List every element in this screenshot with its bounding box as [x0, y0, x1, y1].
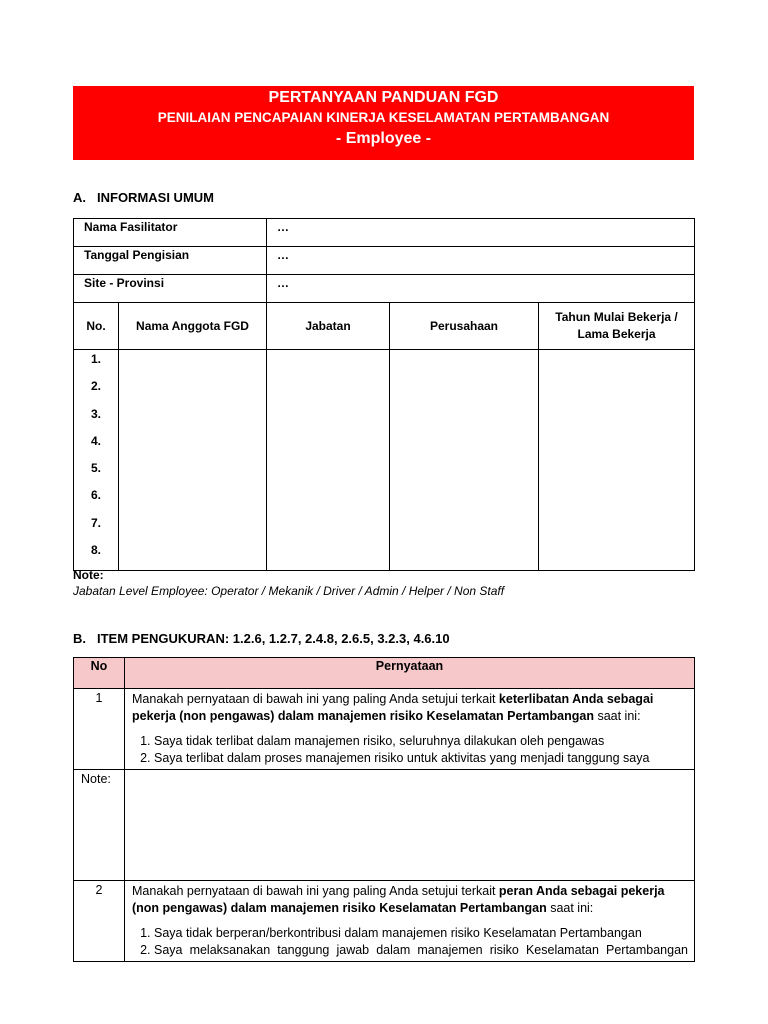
row-number: 7. [90, 515, 101, 530]
member-name-field[interactable] [119, 350, 267, 571]
member-body-row [74, 350, 695, 571]
question-row [74, 689, 695, 770]
answer-options [132, 925, 688, 959]
answer-option[interactable]: 1. Saya tidak berperan/berkontribusi dalam manajemen risiko Keselamatan Pertambangan [154, 925, 688, 942]
question-number: 2 [74, 881, 125, 962]
question-row [74, 881, 695, 962]
row-number: 8. [90, 543, 101, 558]
info-row [74, 247, 695, 275]
column-header: No. [74, 303, 119, 350]
question-cell [125, 689, 695, 770]
question-cell [125, 881, 695, 962]
measurement-table [73, 657, 695, 962]
info-row [74, 219, 695, 247]
section-a-title [73, 190, 214, 205]
note-text: Jabatan Level Employee: Operator / Mekanik / Driver / Admin / Helper / Non Staff [73, 584, 505, 598]
respondent-role: - Employee - [335, 130, 432, 147]
question-text: Manakah pernyataan di bawah ini yang paling Anda setujui terkait peran Anda sebagai pekerja (non pengawas) dalam manajemen risiko Keselamatan Pertambangan saat ini: [132, 884, 665, 915]
row-number: 2. [90, 379, 101, 394]
general-info-table [73, 218, 695, 571]
info-value-field[interactable]: … [267, 275, 695, 303]
row-number: 6. [90, 488, 101, 503]
column-header: Jabatan [267, 303, 390, 350]
question-number: 1 [74, 689, 125, 770]
statement-header: Pernyataan [125, 658, 695, 689]
position-field[interactable] [267, 350, 390, 571]
row-number: 4. [90, 433, 101, 448]
company-field[interactable] [390, 350, 539, 571]
section-a-label: INFORMASI UMUM [97, 190, 214, 205]
measurement-header-row [74, 658, 695, 689]
info-value-field[interactable]: … [267, 247, 695, 275]
document-title: PERTANYAAN PANDUAN FGD [268, 89, 499, 106]
document-subtitle: PENILAIAN PENCAPAIAN KINERJA KESELAMATAN PERTAMBANGAN [157, 110, 610, 125]
work-years-field[interactable] [539, 350, 695, 571]
info-value-field[interactable]: … [267, 219, 695, 247]
column-header: Perusahaan [390, 303, 539, 350]
note-label: Note: [73, 568, 104, 582]
section-b-title [73, 631, 450, 646]
column-header: Nama Anggota FGD [119, 303, 267, 350]
column-header: Tahun Mulai Bekerja / Lama Bekerja [539, 303, 695, 350]
answer-option[interactable]: 1. Saya tidak terlibat dalam manajemen risiko, seluruhnya dilakukan oleh pengawas [154, 733, 688, 750]
info-row [74, 275, 695, 303]
row-number-column [74, 350, 119, 571]
note-row-label: Note: [74, 770, 125, 881]
section-b-letter: B. [73, 631, 86, 646]
member-header-row [74, 303, 695, 350]
info-label: Tanggal Pengisian [74, 247, 267, 275]
section-b-label: ITEM PENGUKURAN: 1.2.6, 1.2.7, 2.4.8, 2.6.5, 3.2.3, 4.6.10 [97, 631, 450, 646]
info-label: Nama Fasilitator [74, 219, 267, 247]
answer-options [132, 733, 688, 767]
row-number: 1. [90, 352, 101, 366]
answer-option[interactable]: 2. Saya terlibat dalam proses manajemen risiko untuk aktivitas yang menjadi tanggung saya [154, 750, 688, 767]
row-number: 3. [90, 406, 101, 421]
answer-option[interactable]: 2. Saya melaksanakan tanggung jawab dalam manajemen risiko Keselamatan Pertambangan [154, 942, 688, 959]
note-answer-field[interactable] [125, 770, 695, 881]
section-a-letter: A. [73, 190, 86, 205]
info-label: Site - Provinsi [74, 275, 267, 303]
header-banner [73, 86, 694, 160]
question-text: Manakah pernyataan di bawah ini yang paling Anda setujui terkait keterlibatan Anda sebagai pekerja (non pengawas) dalam manajemen risiko Keselamatan Pertambangan saat ini: [132, 692, 654, 723]
no-header: No [74, 658, 125, 689]
row-number: 5. [90, 461, 101, 476]
note-row [74, 770, 695, 881]
